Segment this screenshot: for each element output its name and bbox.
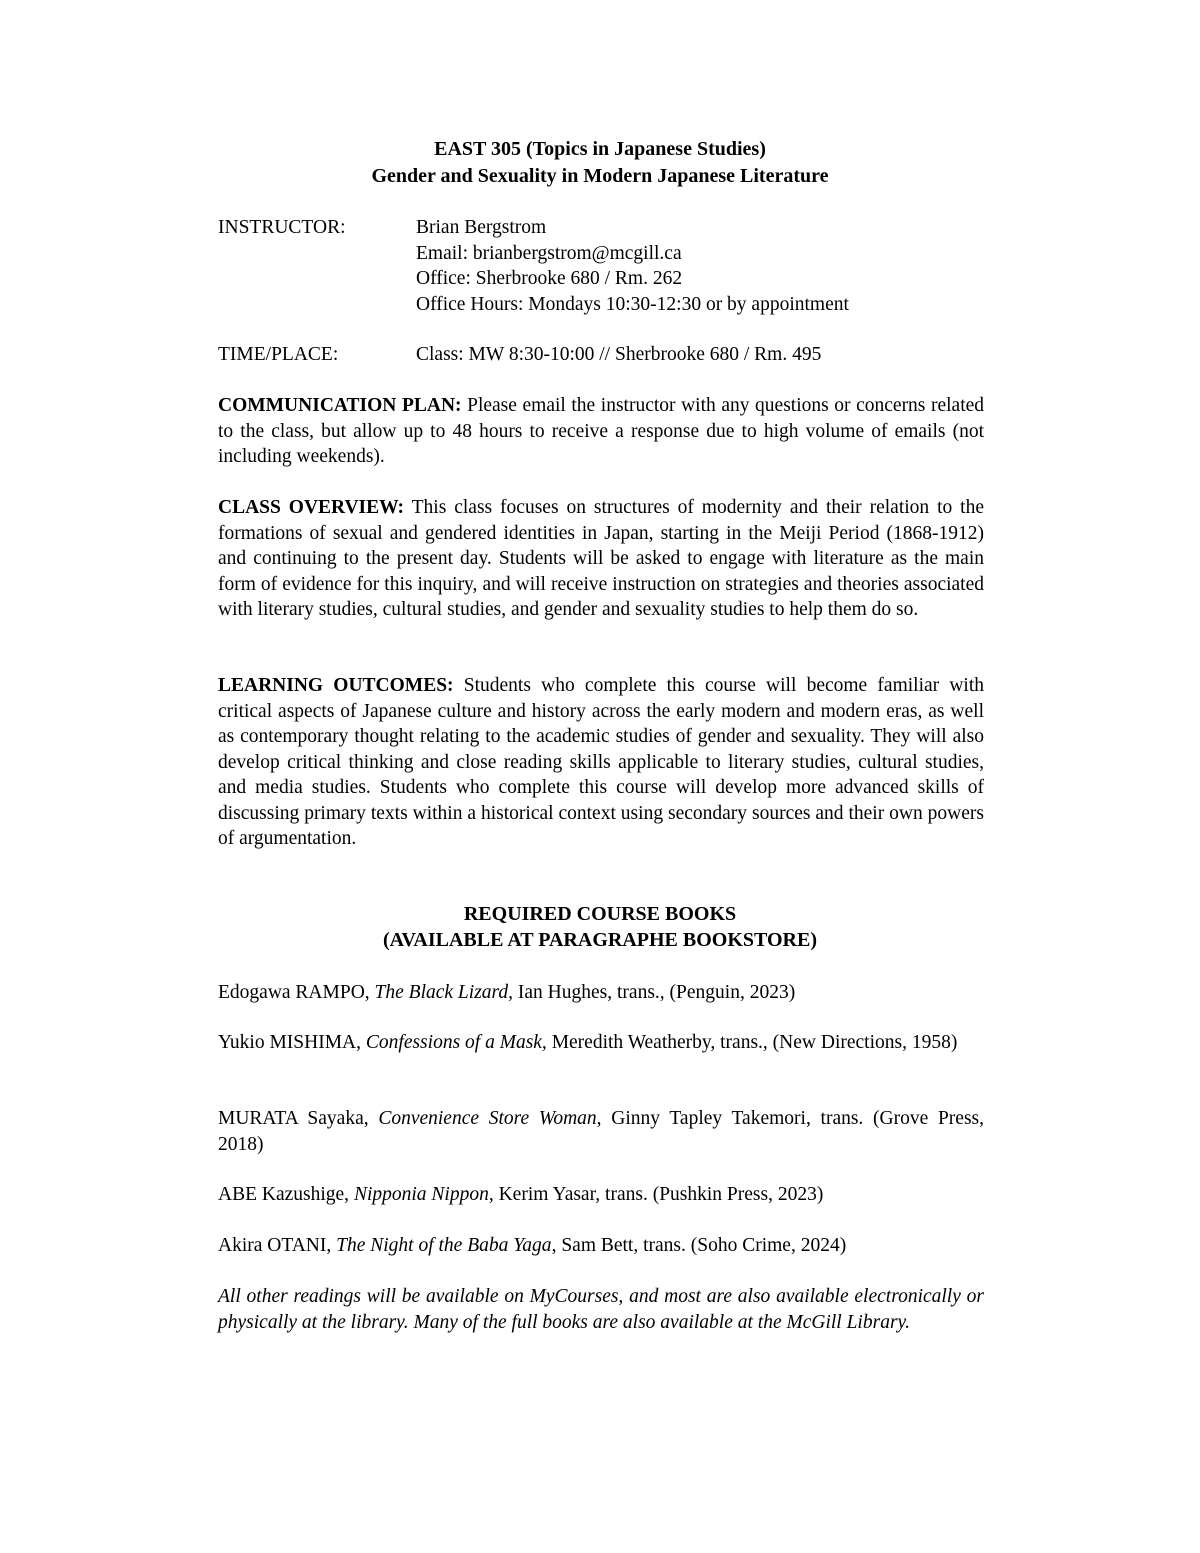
learning-outcomes: [218, 673, 984, 852]
book-title: Convenience Store Woman: [378, 1108, 597, 1129]
instructor-office: Office: Sherbrooke 680 / Rm. 262: [416, 268, 683, 289]
course-title: Gender and Sexuality in Modern Japanese Literature: [371, 165, 829, 187]
readings-note: All other readings will be available on MyCourses, and most are also available electronically or physically at the library. Many of the full books are also available at the McGill Library.: [218, 1286, 984, 1333]
course-header: [0, 136, 1200, 190]
book-item: [218, 1233, 984, 1259]
book-details: Meredith Weatherby, trans., (New Directions, 1958): [546, 1032, 958, 1053]
book-title: The Black Lizard: [374, 982, 509, 1003]
book-details: , Ian Hughes, trans., (Penguin, 2023): [508, 982, 796, 1003]
time-place-value: Class: MW 8:30-10:00 // Sherbrooke 680 / Rm. 495: [416, 344, 822, 365]
outcomes-text: Students who complete this course will become familiar with critical aspects of Japanese culture and history across the early modern and modern eras, as well as contemporary thought relating to the academic studies of gender and sexuality. They will also develop critical thinking and close reading skills applicable to literary studies, cultural studies, and media studies. Students who complete this course will develop more advanced skills of discussing primary texts within a historical context using secondary sources and their own powers of argumentation.: [218, 675, 984, 849]
instructor-label: INSTRUCTOR:: [218, 217, 346, 238]
book-title: The Night of the Baba Yaga: [336, 1235, 552, 1256]
book-details: , Sam Bett, trans. (Soho Crime, 2024): [551, 1235, 847, 1256]
book-author: MURATA Sayaka,: [218, 1108, 379, 1129]
required-books-heading: [0, 901, 1200, 953]
book-item: [218, 1182, 984, 1208]
book-details: , Ginny Tapley Takemori, trans. (Grove Press, 2018): [218, 1108, 984, 1155]
instructor-office-hours: Office Hours: Mondays 10:30-12:30 or by appointment: [416, 293, 849, 315]
book-author: Akira OTANI,: [218, 1235, 337, 1256]
book-author: ABE Kazushige,: [218, 1184, 354, 1205]
book-details: , Kerim Yasar, trans. (Pushkin Press, 2023): [488, 1184, 824, 1205]
book-author: Edogawa RAMPO,: [218, 982, 375, 1003]
communication-plan: [218, 393, 984, 470]
books-heading-line-1: REQUIRED COURSE BOOKS: [463, 903, 737, 925]
book-item: [218, 1030, 984, 1056]
time-place-label: TIME/PLACE:: [218, 344, 339, 365]
outcomes-label: LEARNING OUTCOMES:: [218, 675, 454, 696]
overview-text: This class focuses on structures of modernity and their relation to the formations of sexual and gendered identities in Japan, starting in the Meiji Period (1868-1912) and continuing to the present day. Students will be asked to engage with literature as the main form of evidence for this inquiry, and will receive instruction on strategies and theories associated with literary studies, cultural studies, and gender and sexuality studies to help them do so.: [218, 497, 985, 620]
class-overview: [218, 495, 984, 623]
communication-label: COMMUNICATION PLAN:: [218, 395, 462, 416]
book-author: Yukio MISHIMA,: [218, 1032, 366, 1053]
books-heading-line-2: (AVAILABLE AT PARAGRAPHE BOOKSTORE): [383, 929, 817, 951]
overview-label: CLASS OVERVIEW:: [218, 497, 405, 518]
instructor-email: Email: brianbergstrom@mcgill.ca: [416, 242, 682, 264]
book-item: [218, 1106, 984, 1157]
book-title: Nipponia Nippon: [353, 1184, 489, 1205]
communication-text: Please email the instructor with any questions or concerns related to the class, but allow up to 48 hours to receive a response due to high volume of emails (not including weekends).: [218, 395, 985, 467]
course-code: EAST 305 (Topics in Japanese Studies): [434, 138, 766, 160]
instructor-name: Brian Bergstrom: [416, 217, 547, 238]
book-title: Confessions of a Mask,: [365, 1032, 547, 1053]
book-item: [218, 980, 984, 1006]
